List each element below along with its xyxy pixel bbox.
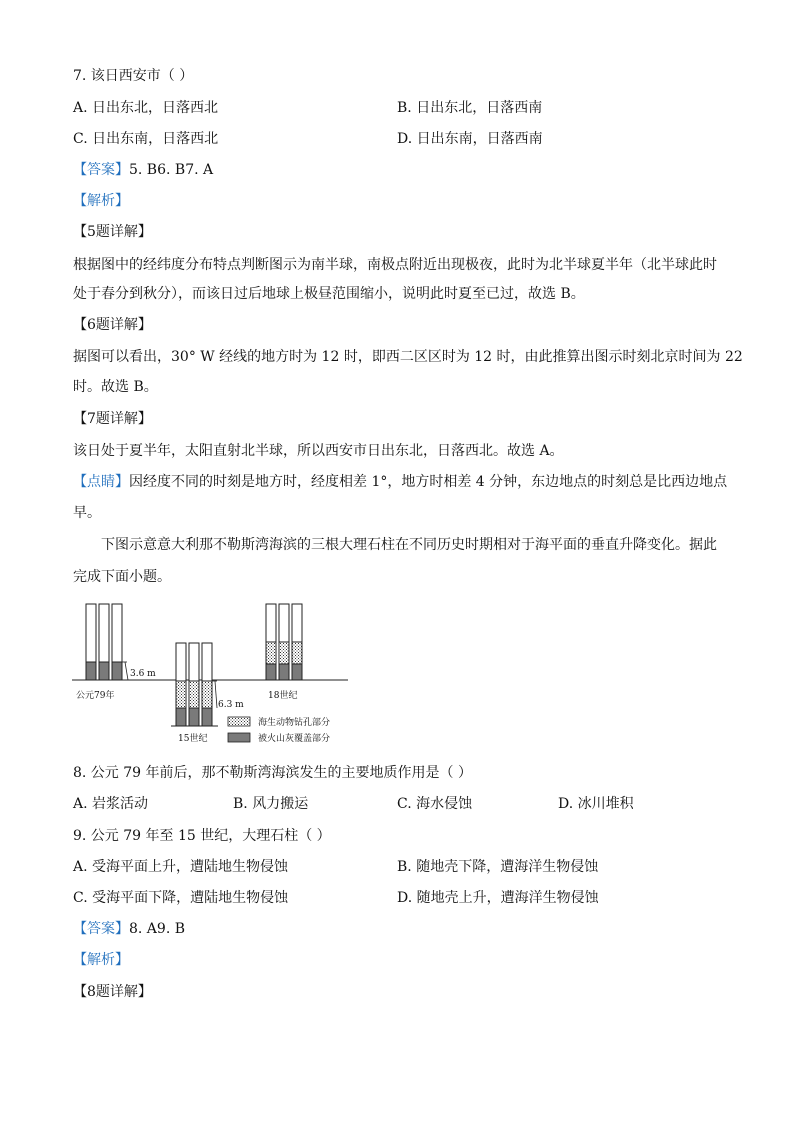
q8-option-c: C. 海水侵蚀 bbox=[397, 796, 473, 812]
q9-option-a: A. 受海平面上升，遭陆地生物侵蚀 bbox=[73, 859, 289, 875]
tip-line-2: 早。 bbox=[73, 505, 101, 521]
q9-option-d: D. 随地壳上升，遭海洋生物侵蚀 bbox=[397, 890, 599, 906]
legend-hatch-label: 海生动物钻孔部分 bbox=[258, 718, 331, 728]
dim-3-6m: 3.6 m bbox=[130, 669, 156, 679]
detail-5-tag: 【5题详解】 bbox=[73, 224, 152, 240]
answer-tag-2: 【答案】 bbox=[73, 921, 129, 937]
q8-option-a: A. 岩浆活动 bbox=[73, 796, 149, 812]
analysis-tag: 【解析】 bbox=[73, 193, 129, 209]
label-15c: 15世纪 bbox=[178, 734, 208, 744]
legend-ash-swatch bbox=[228, 733, 250, 742]
q9-option-c: C. 受海平面下降，遭陆地生物侵蚀 bbox=[73, 890, 289, 906]
tip-line-1: 【点睛】因经度不同的时刻是地方时，经度相差 1°，地方时相差 4 分钟，东边地点的时刻总是比西边地点 bbox=[73, 474, 728, 490]
q7-option-a: A. 日出东北，日落西北 bbox=[73, 100, 219, 116]
q9-option-b: B. 随地壳下降，遭海洋生物侵蚀 bbox=[397, 859, 599, 875]
q8-option-b: B. 风力搬运 bbox=[233, 796, 309, 812]
legend-ash-label: 被火山灰覆盖部分 bbox=[258, 734, 331, 744]
answer-text-2: 8. A9. B bbox=[129, 921, 186, 937]
answer-text: 5. B6. B7. A bbox=[129, 162, 214, 178]
q9-stem: 9. 公元 79 年至 15 世纪，大理石柱（ ） bbox=[73, 828, 331, 844]
tip-tag: 【点睛】 bbox=[73, 474, 129, 490]
detail-5-line-2: 处于春分到秋分），而该日过后地球上极昼范围缩小，说明此时夏至已过，故选 B。 bbox=[73, 286, 585, 302]
q7-option-b: B. 日出东北，日落西南 bbox=[397, 100, 543, 116]
marble-pillars-diagram bbox=[70, 598, 370, 748]
intro-line-1: 下图示意意大利那不勒斯湾海滨的三根大理石柱在不同历史时期相对于海平面的垂直升降变化。据此 bbox=[101, 537, 717, 553]
detail-7-line-1: 该日处于夏半年，太阳直射北半球，所以西安市日出东北，日落西北。故选 A。 bbox=[73, 443, 564, 459]
detail-6-tag: 【6题详解】 bbox=[73, 317, 152, 333]
q7-option-c: C. 日出东南，日落西北 bbox=[73, 131, 219, 147]
intro-line-2: 完成下面小题。 bbox=[73, 569, 171, 585]
q7-stem: 7. 该日西安市（ ） bbox=[73, 68, 194, 84]
detail-8-tag: 【8题详解】 bbox=[73, 984, 152, 1000]
detail-5-line-1: 根据图中的经纬度分布特点判断图示为南半球，南极点附近出现极夜，此时为北半球夏半年（北半球此时 bbox=[73, 257, 717, 273]
analysis-tag-2: 【解析】 bbox=[73, 952, 129, 968]
dim-6-3m: 6.3 m bbox=[218, 700, 244, 710]
q8-option-d: D. 冰川堆积 bbox=[558, 796, 634, 812]
q7-option-d: D. 日出东南，日落西南 bbox=[397, 131, 543, 147]
detail-6-line-1: 据图可以看出，30° W 经线的地方时为 12 时，即西二区区时为 12 时，由此推算出图示时刻北京时间为 22 bbox=[73, 349, 743, 365]
answer-line-1 bbox=[73, 160, 213, 180]
legend-hatch-swatch bbox=[228, 717, 250, 726]
answer-line-2 bbox=[73, 919, 185, 939]
pillars-18c bbox=[266, 604, 302, 680]
pillars-79ad bbox=[86, 604, 122, 680]
label-79ad: 公元79年 bbox=[76, 691, 115, 701]
detail-6-line-2: 时。故选 B。 bbox=[73, 379, 158, 395]
q8-stem: 8. 公元 79 年前后，那不勒斯湾海滨发生的主要地质作用是（ ） bbox=[73, 765, 472, 781]
answer-tag: 【答案】 bbox=[73, 162, 129, 178]
pillars-15c bbox=[176, 643, 212, 726]
detail-7-tag: 【7题详解】 bbox=[73, 411, 152, 427]
label-18c: 18世纪 bbox=[268, 691, 298, 701]
